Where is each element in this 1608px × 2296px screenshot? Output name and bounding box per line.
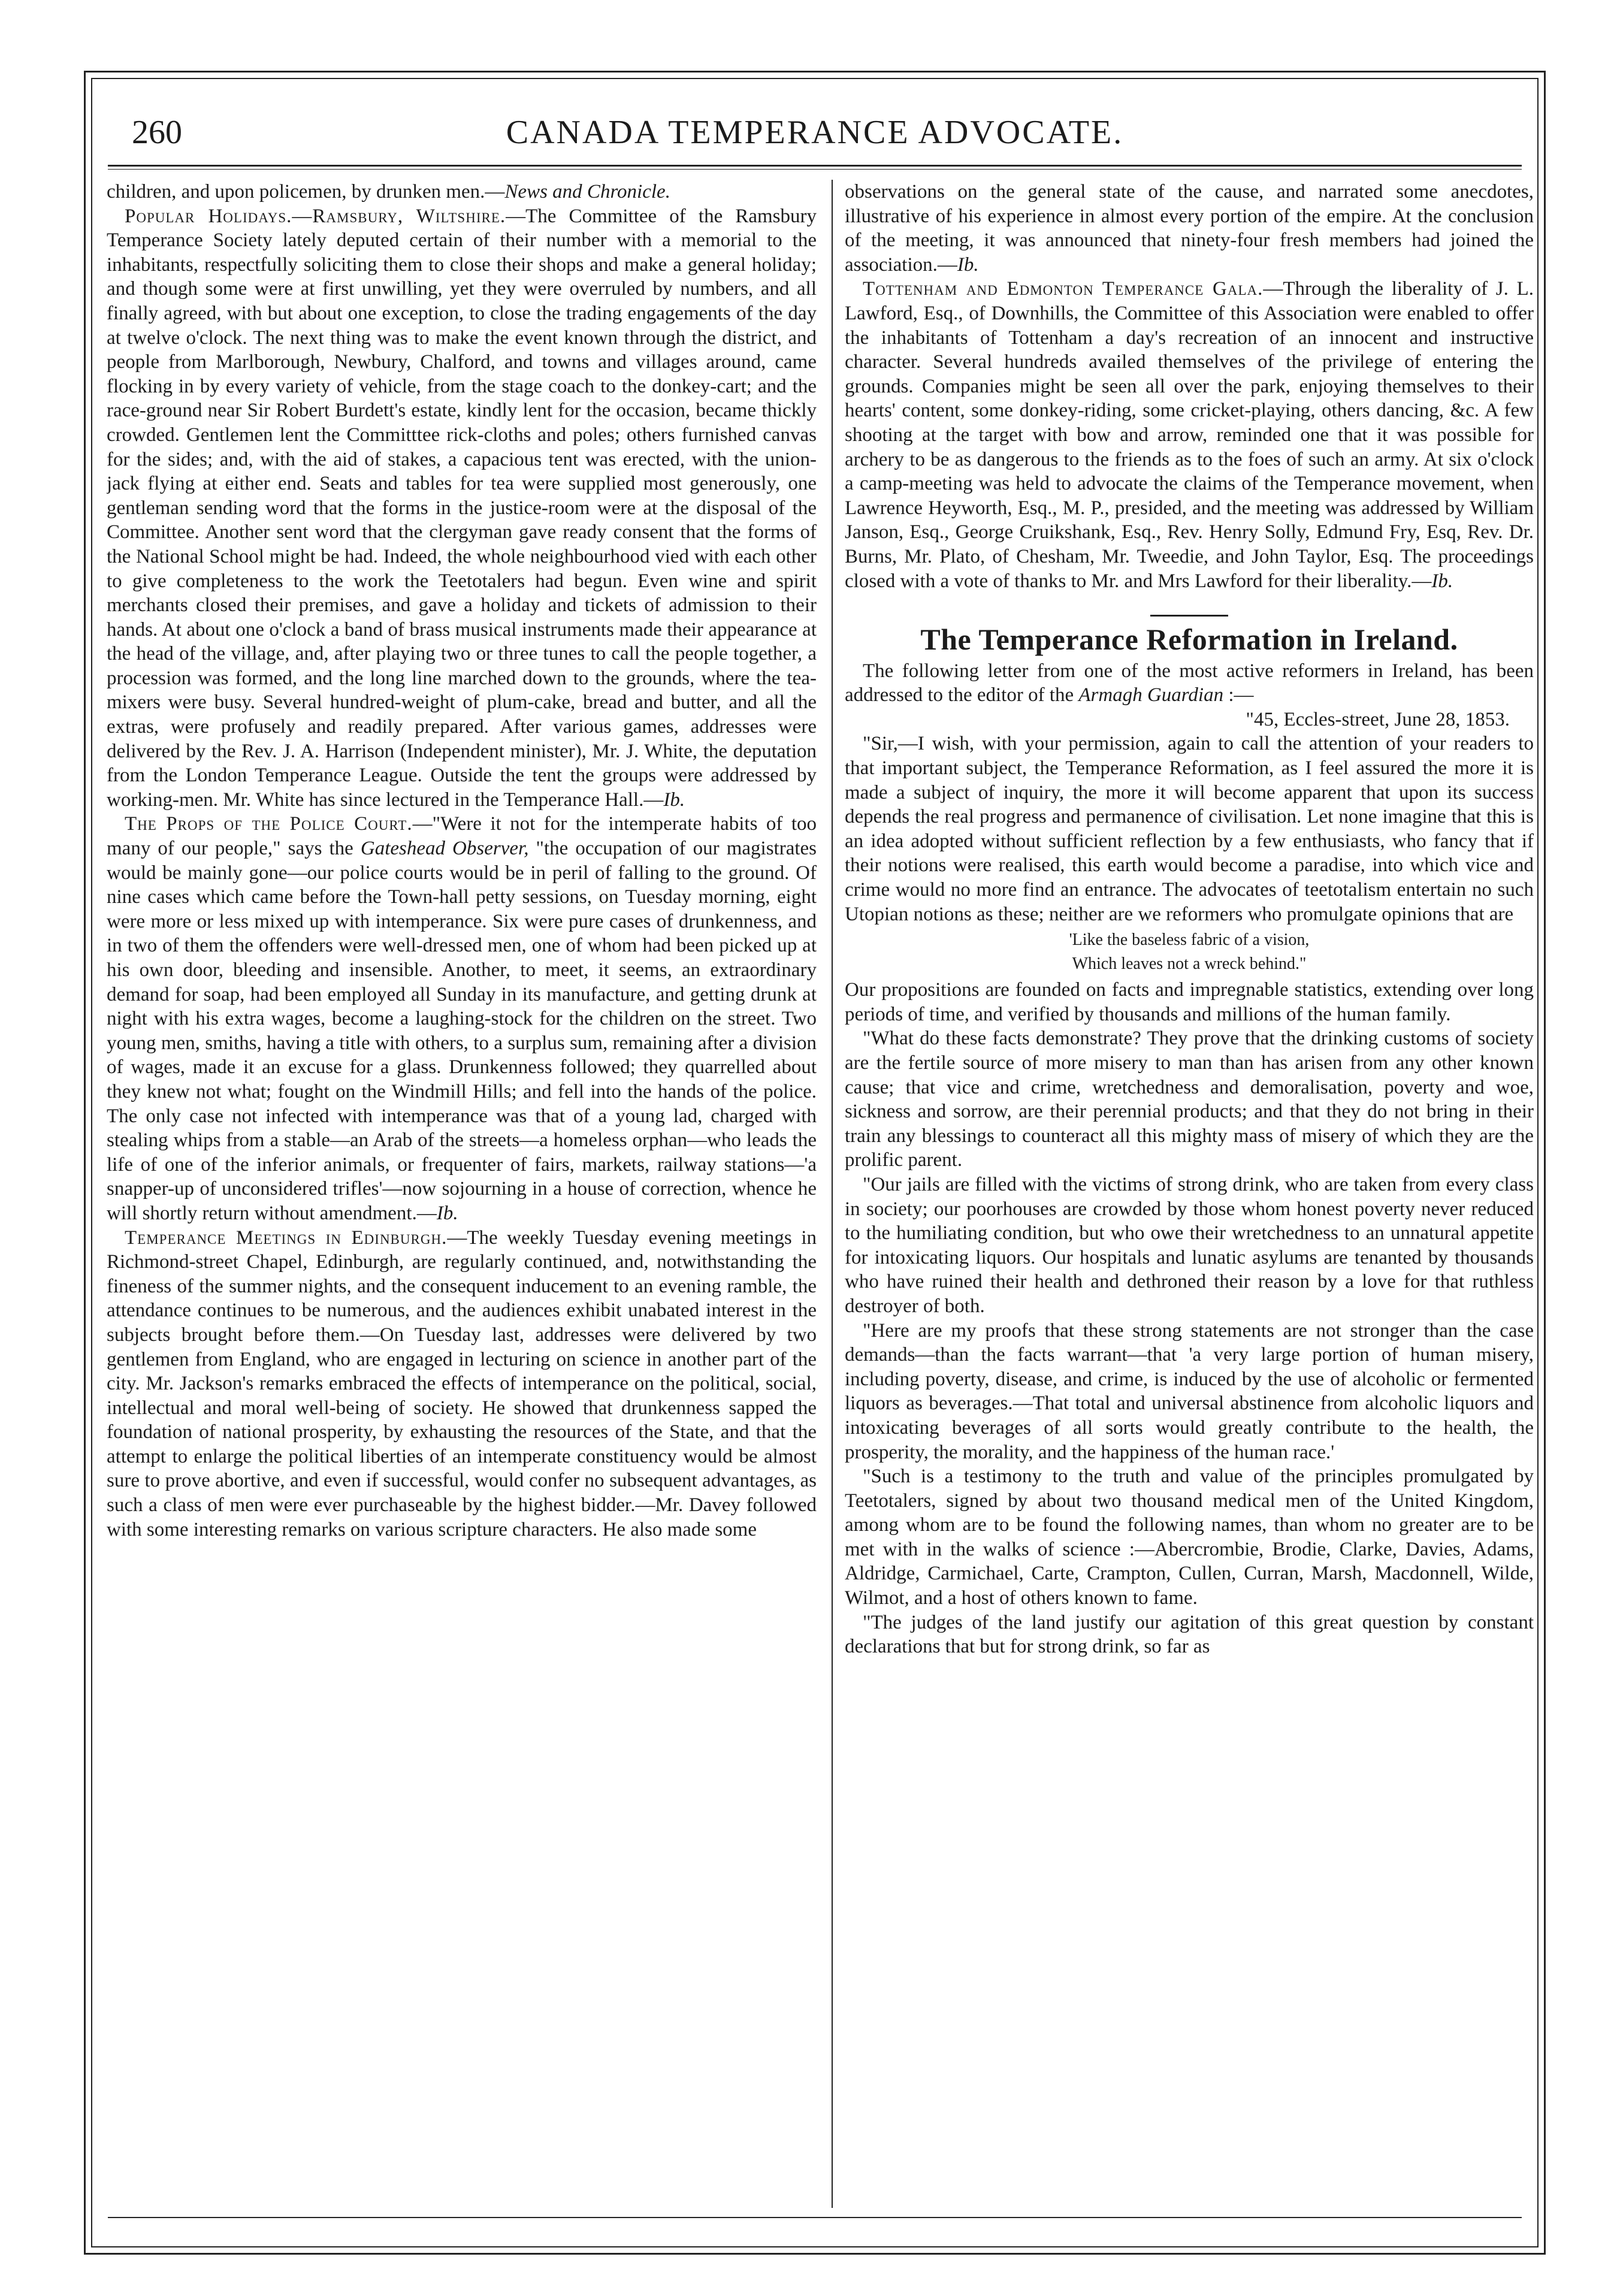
section-divider: [1150, 615, 1228, 617]
paragraph-text: —Through the liberality of J. L. Lawford, Esq., of Downhills, the Committee of this Association were enabled to offer the inhabitants of Tottenham a day's recreation of an innocent and instructive character. Several hundreds availed themselves of the privilege of entering the grounds. Companies might be seen all over the park, enjoying themselves to their hearts' content, some donkey-riding, some cricket-playing, others dancing, &c. A few shooting at the target with bow and arrow, reminded one that it was possible for archery to be as dangerous to the friends as to the foes of such an army. At six o'clock a camp-meeting was held to advocate the claims of the Temperance movement, when Lawrence Heyworth, Esq., M. P., presided, and the meeting was addressed by William Janson, Esq., George Cruikshank, Esq., Rev. Henry Solly, Edmund Fry, Esq, Rev. Dr. Burns, Mr. Plato, of Chesham, Mr. Tweedie, and John Taylor, Esq. The proceedings closed with a vote of thanks to Mr. and Mrs Lawford for their liberality.—: [845, 278, 1534, 592]
right-column: [845, 180, 1534, 2217]
letter-dateline: "45, Eccles-street, June 28, 1853.: [1246, 708, 1510, 730]
paragraph: "Here are my proofs that these strong statements are not stronger than the case demands—than the facts warrant—that 'a very large portion of human misery, including poverty, disease, and crime, is induced by the use of alcoholic or fermented liquors as beverages.—That total and universal abstinence from alcoholic liquors and intoxicating beverages of all sorts would greatly contribute to the health, the prosperity, the morality, and the happiness of the human race.': [845, 1319, 1534, 1463]
paragraph-text: observations on the general state of the cause, and narrated some anecdotes, illustrative of his experience in almost every portion of the empire. At the conclusion of the meeting, it was announced that ninety-four fresh members had joined the association.—: [845, 181, 1534, 276]
paragraph: [107, 180, 817, 204]
paragraph: "Our jails are filled with the victims of strong drink, who are taken from every class in society; our poorhouses are crowded by those whom honest poverty never reduced to the humiliating condition, but who owe their wretchedness to an unnatural appetite for intoxicating liquors. Our hospitals and lunatic asylums are tenanted by thousands who have ruined their health and dethroned their reason by a love for that ruthless destroyer of both.: [845, 1173, 1534, 1317]
paragraph-edinburgh: [107, 1226, 817, 1542]
verse-line: Which leaves not a wreck behind.": [1072, 954, 1307, 974]
paragraph: Our propositions are founded on facts and impregnable statistics, extending over long periods of time, and verified by thousands and millions of the human family.: [845, 979, 1534, 1025]
paragraph: "Such is a testimony to the truth and value of the principles promulgated by Teetotalers, signed by about two thousand medical men of the United Kingdom, among whom are to be found the following names, than whom no greater are to be met with in the walks of science :—Abercrombie, Brodie, Clarke, Davies, Adams, Aldridge, Carmichael, Carte, Crampton, Cullen, Curran, Marsh, Macdonnell, Wilde, Wilmot, and a host of others known to fame.: [845, 1466, 1534, 1609]
paragraph-text: :—: [1223, 684, 1254, 706]
source-citation: Ib.: [663, 789, 685, 811]
paragraph-text: —The Committee of the Ramsbury Temperance Society lately deputed certain of their number with a memorial to the inhabitants, respectfully soliciting them to close their shops and make a general holiday; and though some were at first unwilling, yet they were overruled by numbers, and all finally agreed, with but about one exception, to close the trading engagements of the day at twelve o'clock. The next thing was to make the event known through the district, and people from Marlborough, Newbury, Chalford, and towns and villages around, came flocking in by every variety of vehicle, from the stage coach to the donkey-cart; and the race-ground near Sir Robert Burdett's estate, kindly lent for the occasion, became thickly crowded. Gentlemen lent the Committtee rick-cloths and poles; others furnished canvas for the sides; and, with the aid of stakes, a capacious tent was erected, with the union-jack flying at either end. Seats and tables for tea were supplied most generously, one gentleman sending word that the forms in the justice-room were at the disposal of the Committee. Another sent word that the clergyman gave ready consent that the forms of the National School might be had. Indeed, the whole neighbourhood vied with each other to give completeness to the work the Teetotalers had begun. Even wine and spirit merchants closed their premises, and gave a holiday and tickets of admission to their hands. At about one o'clock a band of brass musical instruments made their appearance at the head of the village, and, after playing two or three tunes to call the people together, a procession was formed, and the long line marched down to the grounds, where the tea-mixers were busy. Several hundred-weight of plum-cake, bread and butter, and all the extras, were profusely and readily prepared. After various games, addresses were delivered by the Rev. J. A. Harrison (Independent minister), Mr. J. White, the deputation from the London Temperance League. Outside the tent the groups were addressed by working-men. Mr. White has since lectured in the Temperance Hall.—: [107, 205, 817, 811]
header-rule: [108, 165, 1522, 167]
page-number: 260: [132, 114, 182, 151]
newspaper-name: Gateshead Observer,: [360, 838, 529, 860]
paragraph: "The judges of the land justify our agitation of this great question by constant declarations that but for strong drink, so far as: [845, 1611, 1534, 1658]
source-citation: Ib.: [957, 253, 979, 276]
article-title: The Temperance Reformation in Ireland.: [920, 623, 1458, 657]
section-heading: Temperance Meetings in Edinburgh.: [125, 1226, 448, 1249]
source-citation: News and Chronicle.: [504, 181, 670, 203]
paragraph-popular-holidays: [107, 204, 817, 812]
source-citation: Ib.: [436, 1202, 458, 1224]
footer-rule: [108, 2217, 1522, 2218]
page-header: [108, 105, 1522, 159]
paragraph-text: The following letter from one of the most active reformers in Ireland, has been addressed to the editor of the: [845, 660, 1534, 706]
column-divider: [832, 180, 833, 2208]
paragraph: "Sir,—I wish, with your permission, again to call the attention of your readers to that important subject, the Temperance Reformation, as I feel assured the more it is made a subject of inquiry, the more it will become apparent that upon its success depends the real progress and permanence of civilisation. Let none imagine that this is an idea adopted without sufficient reflection by a few enthusiasts, who fancy that if their notions were realised, this earth would become a paradise, into which vice and crime would no more find an entrance. The advocates of teetotalism entertain no such Utopian notions as these; neither are we reformers who promulgate opinions that are: [845, 733, 1534, 925]
verse-line: 'Like the baseless fabric of a vision,: [1069, 931, 1310, 950]
section-heading: Tottenham and Edmonton Temperance Gala.: [863, 278, 1264, 300]
paragraph-police-court: [107, 812, 817, 1225]
paragraph-text: "the occupation of our magistrates would be mainly gone—our police courts would be in peril of falling to the ground. Of nine cases which came before the Town-hall petty sessions, on Tuesday morning, eight were more or less mixed up with intemperance. Six were pure cases of drunkenness, and in two of them the offenders were well-dressed men, one of whom had been picked up at his own door, bleeding and insensible. Another, to meet, it seems, an extraordinary demand for soap, had been employed all Sunday in its manufacture, and getting drunk at night with his extra wages, become a laughing-stock for the children on the street. Two young men, smiths, having a title with others, to a surplus sum, remaining after a division of wages, made it an excuse for a glass. Drunkenness followed; they quarrelled about they knew not what; fought on the Windmill Hills; and fell into the hands of the police. The only case not infected with intemperance was that of a young lad, charged with stealing whips from a stable—an Arab of the streets—a homeless orphan—who leads the life of one of the inferior animals, or frequenter of fairs, markets, railway stations—'a snapper-up of unconsidered trifles'—now sojourning in a house of correction, whence he will shortly return without amendment.—: [107, 838, 817, 1224]
paragraph: "What do these facts demonstrate? They prove that the drinking customs of society are the fertile source of more misery to man than has arisen from any other known cause; that vice and crime, wretchedness and demoralisation, poverty and woe, sickness and sorrow, are their perennial products; and that they do not bring in their train any blessings to counteract all this mighty mass of misery of which they are the prolific parent.: [845, 1028, 1534, 1171]
article-intro: [845, 659, 1534, 708]
paragraph-tottenham-gala: [845, 277, 1534, 593]
section-heading: Popular Holidays.—Ramsbury, Wiltshire.: [125, 205, 506, 227]
left-column: [107, 180, 817, 2217]
journal-title: CANADA TEMPERANCE ADVOCATE.: [506, 114, 1124, 151]
section-heading: The Props of the Police Court.: [125, 813, 413, 835]
header-rule-thin: [108, 169, 1522, 170]
newspaper-name: Armagh Guardian: [1078, 684, 1224, 706]
source-citation: Ib.: [1431, 570, 1453, 592]
paragraph-text: children, and upon policemen, by drunken men.—: [107, 181, 505, 203]
paragraph-text: —The weekly Tuesday evening meetings in Richmond-street Chapel, Edinburgh, are regularly continued, and, notwithstanding the fineness of the summer nights, and the consequent inducement to an evening ramble, the attendance continues to be numerous, and the audiences exhibit unabated interest in the subjects brought before them.—On Tuesday last, addresses were delivered by two gentlemen from England, who are engaged in lecturing on science in another part of the city. Mr. Jackson's remarks embraced the effects of intemperance on the political, social, intellectual and moral well-being of society. He showed that drunkenness sapped the foundation of national prosperity, by exhausting the resources of the State, and that the attempt to enlarge the political liberties of an intemperate constituency would be almost sure to prove abortive, and even if successful, would confer no subsequent advantages, as such a class of men were ever purchaseable by the highest bidder.—Mr. Davey followed with some interesting remarks on various scripture characters. He also made some: [107, 1226, 817, 1540]
paragraph: [845, 180, 1534, 277]
paragraph-text: —"Were it not for the intemperate habits of too many of our people," says the: [107, 813, 817, 860]
